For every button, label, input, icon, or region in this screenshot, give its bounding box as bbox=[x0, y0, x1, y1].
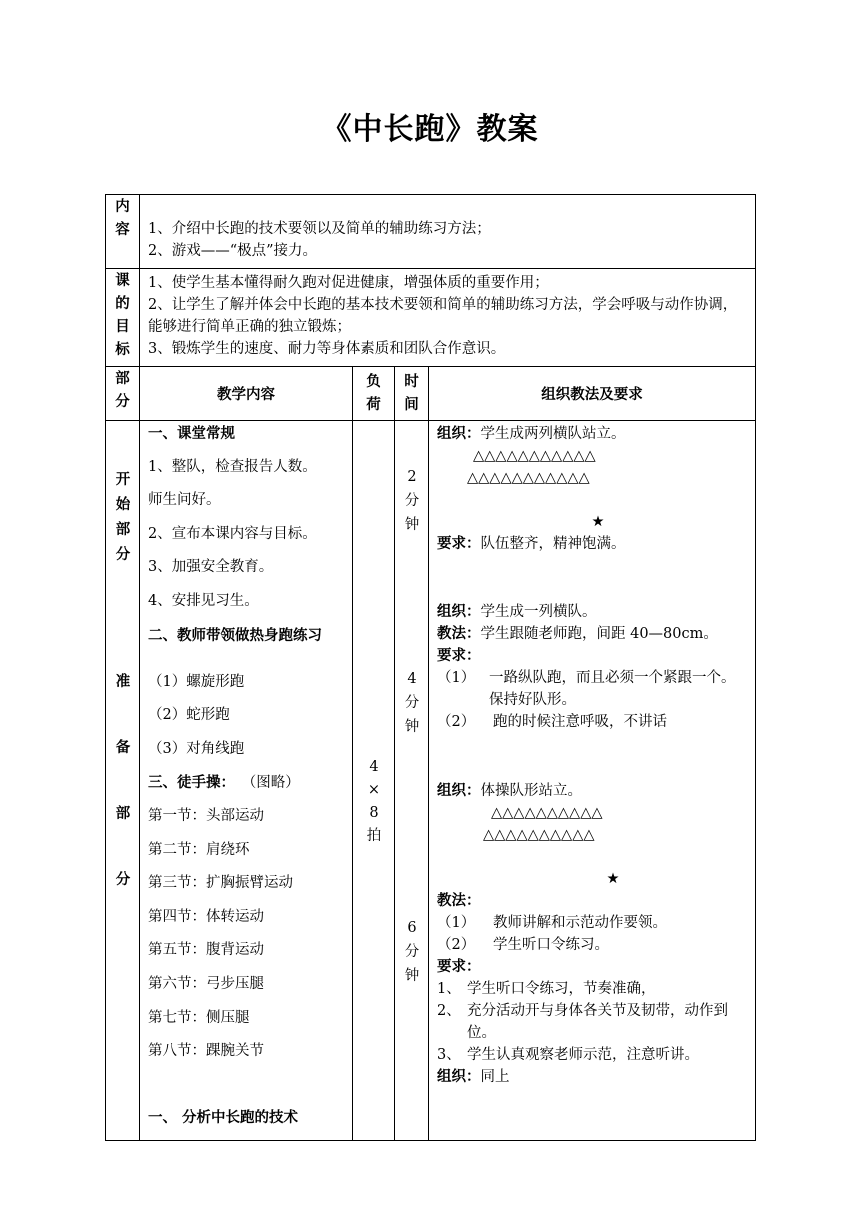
formation-row-3: △△△△△△△△△△ bbox=[491, 805, 603, 821]
teaching-item: 1、整队，检查报告人数。 bbox=[148, 458, 317, 475]
teaching-item: 师生问好。 bbox=[148, 492, 221, 509]
teaching-item: 第一节：头部运动 bbox=[148, 807, 264, 824]
teaching-item: 第六节：弓步压腿 bbox=[148, 975, 264, 992]
teaching-item: 二、教师带领做热身跑练习 bbox=[148, 626, 322, 644]
time-3: 6 分 钟 bbox=[404, 920, 420, 984]
header-org: 组织教法及要求 bbox=[541, 386, 643, 403]
header-row bbox=[106, 367, 756, 421]
teaching-item: 第三节：扩胸振臂运动 bbox=[148, 875, 293, 892]
formation-row-2: △△△△△△△△△△△ bbox=[467, 470, 590, 486]
teaching-item: （3）对角线跑 bbox=[148, 740, 245, 757]
org-block-3: 组织：体操队形站立。 △△△△△△△△△△ △△△△△△△△△△ ★ 教法： （1） 教师讲解和示范动作要领。 （2） 学生听口令练习。 要求： 1、 学生听口令练习，节奏准确， 2、 充分活动开与身体各关节及韧带，动作到位。 3、 学生认真观察老师示范，注意听讲。 组织：同上 bbox=[437, 780, 749, 1088]
teaching-item: （2）蛇形跑 bbox=[148, 707, 230, 724]
org-block-2: 组织：学生成一列横队。 教法：学生跟随老师跑，间距 40—80cm。 要求： （1） 一路纵队跑，而且必须一个紧跟一个。保持好队形。 （2） 跑的时候注意呼吸，不讲话 bbox=[437, 603, 736, 730]
teacher-star-icon: ★ bbox=[591, 514, 605, 530]
teaching-item: 第二节：肩绕环 bbox=[148, 841, 250, 858]
part-start-label: 开 始 部 分 bbox=[115, 471, 131, 563]
goals-label: 课 的 目 标 bbox=[115, 272, 130, 358]
teacher-star-icon-2: ★ bbox=[606, 871, 620, 887]
content-label: 内 容 bbox=[115, 198, 130, 238]
teaching-item: 4、安排见习生。 bbox=[148, 592, 259, 609]
header-part: 部 分 bbox=[115, 370, 130, 410]
load-value: 4 × 8 拍 bbox=[366, 759, 382, 844]
body-row bbox=[106, 421, 756, 1141]
teaching-item: 第八节：踝腕关节 bbox=[148, 1043, 264, 1060]
time-2: 4 分 钟 bbox=[404, 671, 420, 735]
teaching-item: （1）螺旋形跑 bbox=[148, 673, 245, 690]
teaching-item: 一、 分析中长跑的技术 bbox=[148, 1108, 299, 1126]
time-1: 2 分 钟 bbox=[404, 469, 420, 533]
teaching-item: 一、课堂常规 bbox=[148, 425, 235, 442]
teaching-item: 第五节：腹背运动 bbox=[148, 942, 264, 959]
teaching-item: 第七节：侧压腿 bbox=[148, 1009, 250, 1026]
teaching-item: 2、宣布本课内容与目标。 bbox=[148, 525, 317, 542]
teaching-content bbox=[140, 421, 352, 1140]
content-text: 1、介绍中长跑的技术要领以及简单的辅助练习方法； 2、游戏——“极点”接力。 bbox=[148, 221, 491, 259]
header-teaching: 教学内容 bbox=[217, 386, 275, 403]
goals-text: 1、使学生基本懂得耐久跑对促进健康，增强体质的重要作用； 2、让学生了解并体会中长跑的基本技术要领和简单的辅助练习方法，学会呼吸与动作协调，能够进行简单正确的独立锻炼； 3、锻炼学生的速度、耐力等身体素质和团队合作意识。 bbox=[148, 275, 738, 357]
header-load: 负 荷 bbox=[366, 373, 381, 413]
teaching-item: 第四节：体转运动 bbox=[148, 908, 264, 925]
page-title: 《中长跑》教案 bbox=[321, 112, 539, 147]
header-time: 时 间 bbox=[404, 373, 419, 413]
teaching-item: 三、徒手操： （图略） bbox=[148, 774, 300, 792]
formation-row-4: △△△△△△△△△△ bbox=[483, 827, 595, 843]
part-prep-label: 准 备 部 分 bbox=[115, 673, 131, 888]
lesson-plan-table bbox=[105, 194, 756, 1141]
formation-row-1: △△△△△△△△△△△ bbox=[473, 448, 596, 464]
goals-row bbox=[106, 269, 756, 367]
content-row bbox=[106, 195, 756, 269]
teaching-item: 3、加强安全教育。 bbox=[148, 559, 274, 576]
org-block-1: 组织：学生成两列横队站立。 △△△△△△△△△△△ △△△△△△△△△△△ ★ 要求：队伍整齐，精神饱满。 bbox=[437, 423, 749, 555]
